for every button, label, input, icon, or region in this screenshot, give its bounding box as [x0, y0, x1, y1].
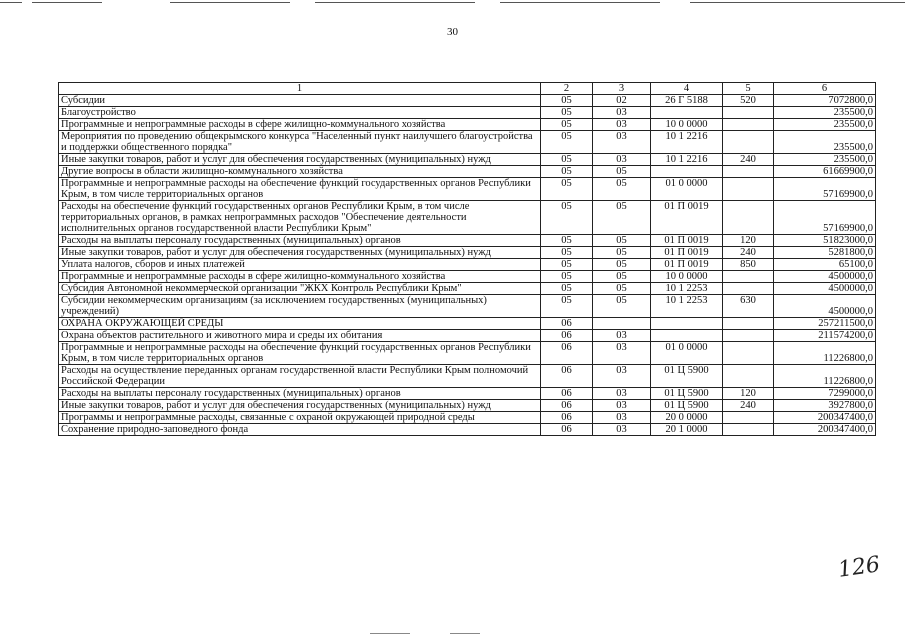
table-row: [59, 342, 876, 365]
subsection-code-cell: 05: [593, 235, 651, 247]
expense-name-cell: Другие вопросы в области жилищно-коммунального хозяйства: [59, 166, 541, 178]
table-row: [59, 95, 876, 107]
amount-cell: 11226800,0: [774, 365, 876, 388]
target-article-cell: 01 Ц 5900: [651, 365, 723, 388]
target-article-cell: 01 П 0019: [651, 247, 723, 259]
section-code-cell: 05: [541, 131, 593, 154]
target-article-cell: 26 Г 5188: [651, 95, 723, 107]
amount-cell: 200347400,0: [774, 424, 876, 436]
table-row: [59, 119, 876, 131]
section-code-cell: 05: [541, 107, 593, 119]
expense-name-cell: Охрана объектов растительного и животного мира и среды их обитания: [59, 330, 541, 342]
amount-cell: 5281800,0: [774, 247, 876, 259]
section-code-cell: 05: [541, 235, 593, 247]
amount-cell: 11226800,0: [774, 342, 876, 365]
target-article-cell: 10 0 0000: [651, 271, 723, 283]
table-header-row: [59, 83, 876, 95]
subsection-code-cell: 05: [593, 283, 651, 295]
amount-cell: 4500000,0: [774, 283, 876, 295]
expense-name-cell: Иные закупки товаров, работ и услуг для обеспечения государственных (муниципальных) нужд: [59, 154, 541, 166]
target-article-cell: [651, 330, 723, 342]
target-article-cell: 01 0 0000: [651, 342, 723, 365]
expense-type-cell: 120: [723, 388, 774, 400]
subsection-code-cell: 05: [593, 271, 651, 283]
target-article-cell: 10 0 0000: [651, 119, 723, 131]
expense-name-cell: Программные и непрограммные расходы в сфере жилищно-коммунального хозяйства: [59, 119, 541, 131]
target-article-cell: [651, 166, 723, 178]
subsection-code-cell: 03: [593, 400, 651, 412]
subsection-code-cell: 03: [593, 342, 651, 365]
expense-type-cell: [723, 365, 774, 388]
subsection-code-cell: 03: [593, 412, 651, 424]
handwritten-page-number: 126: [836, 552, 882, 583]
section-code-cell: 05: [541, 283, 593, 295]
subsection-code-cell: 05: [593, 166, 651, 178]
expense-name-cell: Субсидии: [59, 95, 541, 107]
amount-cell: 4500000,0: [774, 295, 876, 318]
expense-name-cell: Уплата налогов, сборов и иных платежей: [59, 259, 541, 271]
table-row: [59, 131, 876, 154]
expense-name-cell: Благоустройство: [59, 107, 541, 119]
section-code-cell: 06: [541, 424, 593, 436]
table-row: [59, 424, 876, 436]
target-article-cell: 01 Ц 5900: [651, 400, 723, 412]
target-article-cell: 01 П 0019: [651, 235, 723, 247]
section-code-cell: 05: [541, 295, 593, 318]
expense-type-cell: 240: [723, 400, 774, 412]
amount-cell: 4500000,0: [774, 271, 876, 283]
column-header: 2: [541, 83, 593, 95]
subsection-code-cell: 05: [593, 295, 651, 318]
section-code-cell: 06: [541, 400, 593, 412]
target-article-cell: 10 1 2216: [651, 131, 723, 154]
target-article-cell: 01 П 0019: [651, 201, 723, 235]
expense-type-cell: 520: [723, 95, 774, 107]
expense-type-cell: [723, 107, 774, 119]
section-code-cell: 05: [541, 259, 593, 271]
subsection-code-cell: 03: [593, 388, 651, 400]
expense-type-cell: 120: [723, 235, 774, 247]
amount-cell: 235500,0: [774, 154, 876, 166]
expense-name-cell: Субсидии некоммерческим организациям (за исключением государственных (муниципальных) учреждений): [59, 295, 541, 318]
subsection-code-cell: 03: [593, 131, 651, 154]
expense-name-cell: Мероприятия по проведению общекрымского конкурса "Населенный пункт наилучшего благоустройства и поддержки общественного порядка": [59, 131, 541, 154]
expense-type-cell: [723, 412, 774, 424]
subsection-code-cell: [593, 318, 651, 330]
table-row: [59, 235, 876, 247]
expense-type-cell: [723, 283, 774, 295]
expense-type-cell: [723, 201, 774, 235]
section-code-cell: 05: [541, 166, 593, 178]
table-row: [59, 330, 876, 342]
expense-type-cell: 240: [723, 247, 774, 259]
section-code-cell: 05: [541, 154, 593, 166]
expense-type-cell: [723, 166, 774, 178]
expense-name-cell: ОХРАНА ОКРУЖАЮЩЕЙ СРЕДЫ: [59, 318, 541, 330]
section-code-cell: 05: [541, 201, 593, 235]
table-row: [59, 201, 876, 235]
amount-cell: 257211500,0: [774, 318, 876, 330]
target-article-cell: [651, 107, 723, 119]
target-article-cell: 10 1 2216: [651, 154, 723, 166]
amount-cell: 7072800,0: [774, 95, 876, 107]
subsection-code-cell: 02: [593, 95, 651, 107]
expense-name-cell: Сохранение природно-заповедного фонда: [59, 424, 541, 436]
amount-cell: 235500,0: [774, 119, 876, 131]
table-row: [59, 318, 876, 330]
section-code-cell: 05: [541, 271, 593, 283]
amount-cell: 61669900,0: [774, 166, 876, 178]
table-row: [59, 178, 876, 201]
table-row: [59, 388, 876, 400]
expense-name-cell: Расходы на осуществление переданных органам государственной власти Республики Крым полномочий Российской Федерации: [59, 365, 541, 388]
subsection-code-cell: 03: [593, 330, 651, 342]
table-row: [59, 259, 876, 271]
section-code-cell: 05: [541, 119, 593, 131]
table-row: [59, 271, 876, 283]
expense-name-cell: Программные и непрограммные расходы на обеспечение функций государственных органов Республики Крым, в том числе территориальных органов: [59, 178, 541, 201]
subsection-code-cell: 05: [593, 201, 651, 235]
amount-cell: 235500,0: [774, 131, 876, 154]
table-row: [59, 295, 876, 318]
section-code-cell: 06: [541, 318, 593, 330]
expense-name-cell: Иные закупки товаров, работ и услуг для обеспечения государственных (муниципальных) нужд: [59, 247, 541, 259]
section-code-cell: 06: [541, 365, 593, 388]
expense-type-cell: 630: [723, 295, 774, 318]
expense-name-cell: Иные закупки товаров, работ и услуг для обеспечения государственных (муниципальных) нужд: [59, 400, 541, 412]
expense-name-cell: Программные и непрограммные расходы в сфере жилищно-коммунального хозяйства: [59, 271, 541, 283]
target-article-cell: 01 Ц 5900: [651, 388, 723, 400]
table-row: [59, 166, 876, 178]
target-article-cell: 20 1 0000: [651, 424, 723, 436]
target-article-cell: 20 0 0000: [651, 412, 723, 424]
subsection-code-cell: 03: [593, 119, 651, 131]
amount-cell: 57169900,0: [774, 201, 876, 235]
subsection-code-cell: 05: [593, 178, 651, 201]
section-code-cell: 06: [541, 330, 593, 342]
target-article-cell: 01 0 0000: [651, 178, 723, 201]
column-header: 5: [723, 83, 774, 95]
subsection-code-cell: 05: [593, 259, 651, 271]
amount-cell: 51823000,0: [774, 235, 876, 247]
table-row: [59, 154, 876, 166]
column-header: 3: [593, 83, 651, 95]
expense-name-cell: Программные и непрограммные расходы на обеспечение функций государственных органов Республики Крым, в том числе территориальных органов: [59, 342, 541, 365]
amount-cell: 211574200,0: [774, 330, 876, 342]
column-header: 1: [59, 83, 541, 95]
target-article-cell: 01 П 0019: [651, 259, 723, 271]
expense-type-cell: [723, 330, 774, 342]
amount-cell: 7299000,0: [774, 388, 876, 400]
expense-type-cell: [723, 424, 774, 436]
section-code-cell: 06: [541, 388, 593, 400]
table-row: [59, 365, 876, 388]
amount-cell: 235500,0: [774, 107, 876, 119]
column-header: 6: [774, 83, 876, 95]
expense-name-cell: Программы и непрограммные расходы, связанные с охраной окружающей природной среды: [59, 412, 541, 424]
expense-type-cell: 850: [723, 259, 774, 271]
amount-cell: 65100,0: [774, 259, 876, 271]
table-row: [59, 412, 876, 424]
section-code-cell: 05: [541, 247, 593, 259]
subsection-code-cell: 03: [593, 424, 651, 436]
expense-type-cell: [723, 271, 774, 283]
table-row: [59, 400, 876, 412]
target-article-cell: [651, 318, 723, 330]
expense-name-cell: Расходы на обеспечение функций государственных органов Республики Крым, в том числе территориальных органов, в рамках непрограммных расходов "Обеспечение деятельности исполнительных органов государственной власти Республики Крым": [59, 201, 541, 235]
target-article-cell: 10 1 2253: [651, 283, 723, 295]
section-code-cell: 06: [541, 412, 593, 424]
subsection-code-cell: 03: [593, 107, 651, 119]
expense-type-cell: [723, 119, 774, 131]
page-number: 30: [447, 26, 458, 38]
amount-cell: 200347400,0: [774, 412, 876, 424]
subsection-code-cell: 03: [593, 365, 651, 388]
expense-type-cell: 240: [723, 154, 774, 166]
table-row: [59, 107, 876, 119]
expense-name-cell: Расходы на выплаты персоналу государственных (муниципальных) органов: [59, 235, 541, 247]
expense-type-cell: [723, 342, 774, 365]
amount-cell: 57169900,0: [774, 178, 876, 201]
table-row: [59, 283, 876, 295]
section-code-cell: 05: [541, 178, 593, 201]
section-code-cell: 06: [541, 342, 593, 365]
amount-cell: 3927800,0: [774, 400, 876, 412]
expense-type-cell: [723, 178, 774, 201]
subsection-code-cell: 03: [593, 154, 651, 166]
section-code-cell: 05: [541, 95, 593, 107]
expense-type-cell: [723, 318, 774, 330]
expense-name-cell: Субсидия Автономной некоммерческой организации "ЖКХ Контроль Республики Крым": [59, 283, 541, 295]
expense-type-cell: [723, 131, 774, 154]
subsection-code-cell: 05: [593, 247, 651, 259]
budget-table: [58, 82, 876, 436]
target-article-cell: 10 1 2253: [651, 295, 723, 318]
table-row: [59, 247, 876, 259]
expense-name-cell: Расходы на выплаты персоналу государственных (муниципальных) органов: [59, 388, 541, 400]
column-header: 4: [651, 83, 723, 95]
